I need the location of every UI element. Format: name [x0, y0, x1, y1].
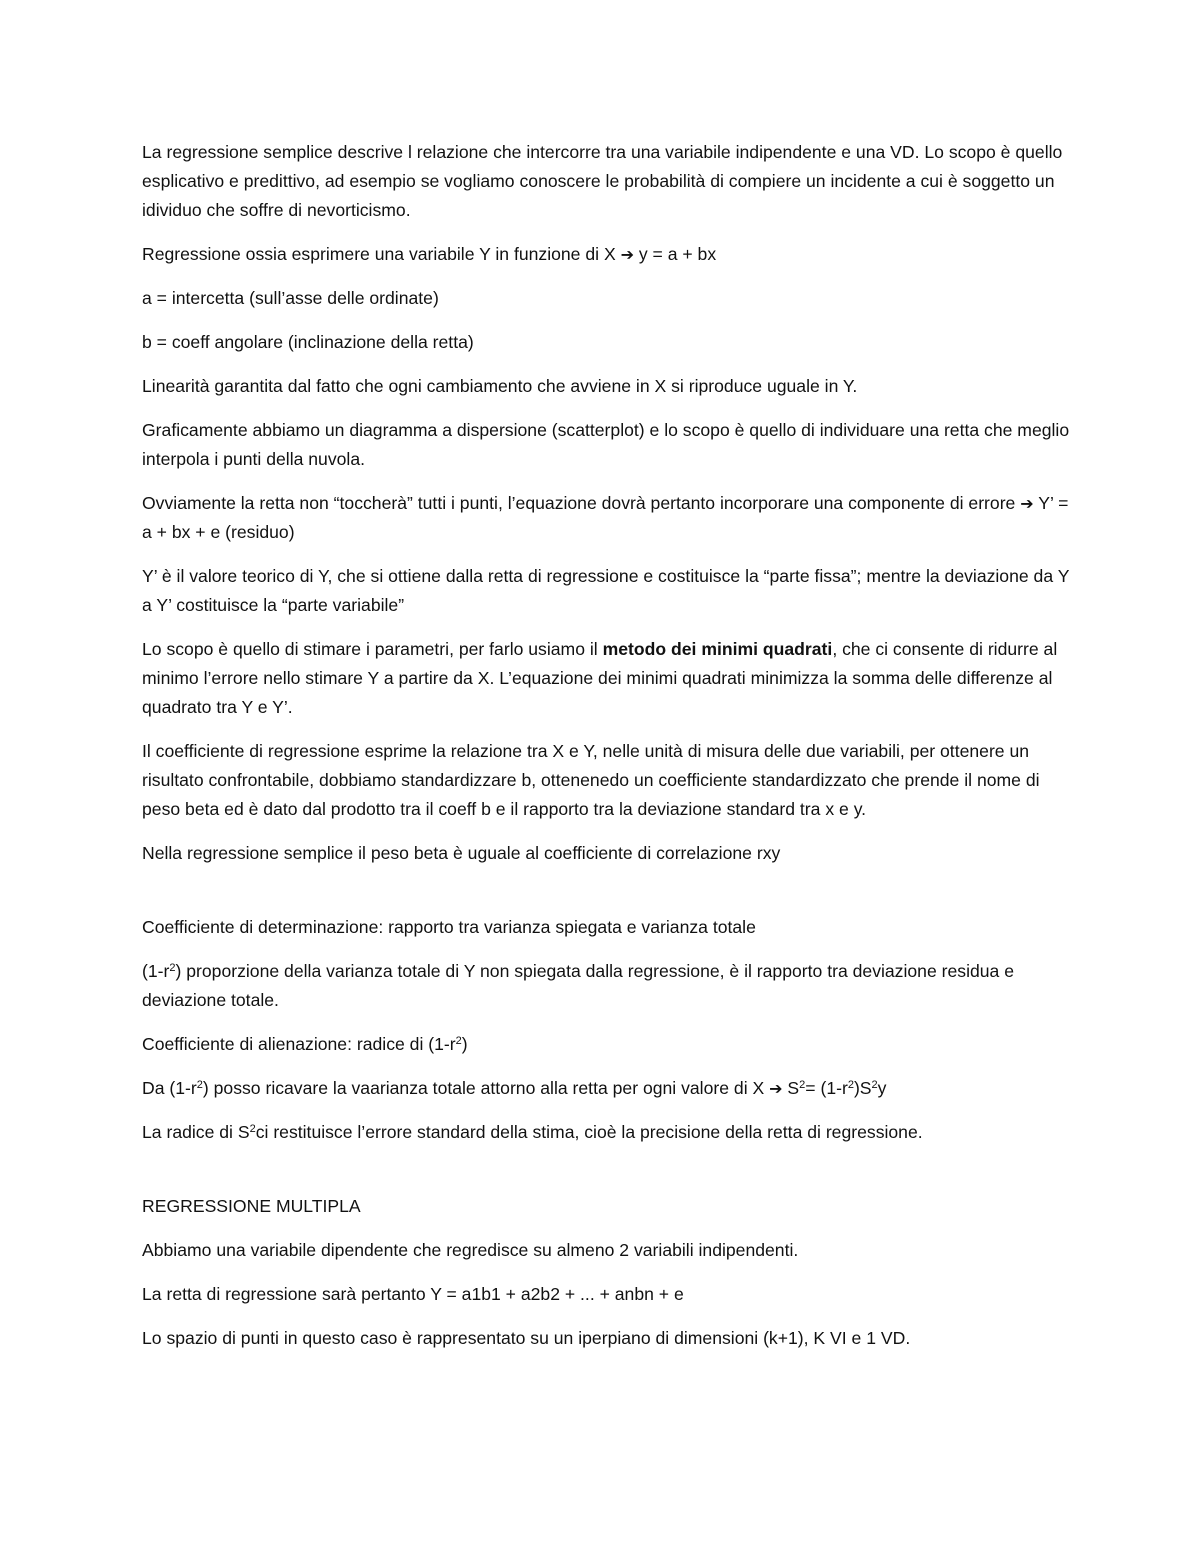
paragraph-standard-error: [142, 1118, 1072, 1147]
text-segment: S: [787, 1078, 800, 1098]
paragraph-determination-coefficient: Coefficiente di determinazione: rapporto tra varianza spiegata e varianza totale: [142, 917, 756, 937]
section-heading-multiple-regression: REGRESSIONE MULTIPLA: [142, 1196, 361, 1216]
superscript: 2: [249, 1123, 256, 1135]
paragraph-regression-coefficient: Il coefficiente di regressione esprime la relazione tra X e Y, nelle unità di misura delle due variabili, per ottenere un risultato confrontabile, dobbiamo standardizzare b, ottenenedo un coefficiente standardizzato che prende il nome di peso beta ed è dato dal prodotto tra il coeff b e il rapporto tra la deviazione standard tra x e y.: [142, 741, 1040, 819]
bold-term-least-squares: metodo dei minimi quadrati: [602, 639, 833, 659]
arrow-right-icon: ➔: [1020, 494, 1034, 513]
superscript: 2: [196, 1079, 203, 1091]
paragraph-scatterplot: Graficamente abbiamo un diagramma a dispersione (scatterplot) e lo scopo è quello di individuare una retta che meglio interpola i punti della nuvola.: [142, 420, 1070, 469]
text-segment: Regressione ossia esprimere una variabile Y in funzione di X: [142, 244, 616, 264]
superscript: 2: [871, 1079, 878, 1091]
paragraph-intercept: a = intercetta (sull’asse delle ordinate): [142, 288, 439, 308]
paragraph-unexplained-proportion: [142, 957, 1072, 1015]
text-segment: Da (1-r: [142, 1078, 197, 1098]
paragraph-linearity: Linearità garantita dal fatto che ogni cambiamento che avviene in X si riproduce uguale in Y.: [142, 376, 858, 396]
text-segment: ) proporzione della varianza totale di Y non spiegata dalla regressione, è il rapporto tra deviazione residua e deviazione totale.: [142, 961, 1015, 1010]
superscript: 2: [799, 1079, 806, 1091]
text-segment: ci restituisce l’errore standard della stima, cioè la precisione della retta di regressione.: [255, 1122, 923, 1142]
paragraph-total-variance: [142, 1074, 1072, 1103]
text-segment: )S: [853, 1078, 872, 1098]
paragraph-theoretical-value: Y’ è il valore teorico di Y, che si ottiene dalla retta di regressione e costituisce la “parte fissa”; mentre la deviazione da Y a Y’ costituisce la “parte variabile”: [142, 566, 1070, 615]
formula-simple-regression: y = a + bx: [638, 244, 717, 264]
text-segment: y: [877, 1078, 887, 1098]
formula-with-residual: Y’ = a + bx + e (residuo): [142, 493, 1069, 542]
paragraph-intro: La regressione semplice descrive l relazione che intercorre tra una variabile indipendente e una VD. Lo scopo è quello esplicativo e predittivo, ad esempio se vogliamo conoscere le probabilità di compiere un incidente a cui è soggetto un idividuo che soffre di nevorticismo.: [142, 142, 1063, 220]
text-segment: Lo scopo è quello di stimare i parametri, per farlo usiamo il: [142, 639, 598, 659]
paragraph-slope: b = coeff angolare (inclinazione della retta): [142, 332, 474, 352]
paragraph-error-component: [142, 489, 1072, 547]
paragraph-regression-definition: [142, 240, 1072, 269]
blank-line: [142, 1162, 1072, 1192]
blank-line: [142, 883, 1072, 913]
paragraph-alienation-coefficient: [142, 1030, 1072, 1059]
document-page: [142, 138, 1072, 1368]
paragraph-least-squares: [142, 635, 1072, 722]
text-segment: Ovviamente la retta non “toccherà” tutti i punti, l’equazione dovrà pertanto incorporare una componente di errore: [142, 493, 1016, 513]
paragraph-beta-weight: Nella regressione semplice il peso beta è uguale al coefficiente di correlazione rxy: [142, 843, 781, 863]
arrow-right-icon: ➔: [620, 245, 634, 264]
superscript: 2: [847, 1079, 854, 1091]
text-segment: , che ci consente di ridurre al minimo l’errore nello stimare Y a partire da X. L’equazione dei minimi quadrati minimizza la somma delle differenze al quadrato tra Y e Y’.: [142, 639, 1058, 717]
text-segment: (1-r: [142, 961, 170, 981]
text-segment: La radice di S: [142, 1122, 250, 1142]
text-segment: = (1-r: [805, 1078, 848, 1098]
paragraph-hyperplane: Lo spazio di punti in questo caso è rappresentato su un iperpiano di dimensioni (k+1), K VI e 1 VD.: [142, 1328, 911, 1348]
arrow-right-icon: ➔: [769, 1079, 783, 1098]
paragraph-multiple-formula: La retta di regressione sarà pertanto Y = a1b1 + a2b2 + ... + anbn + e: [142, 1284, 684, 1304]
text-segment: Coefficiente di alienazione: radice di (1-r: [142, 1034, 456, 1054]
paragraph-multiple-definition: Abbiamo una variabile dipendente che regredisce su almeno 2 variabili indipendenti.: [142, 1240, 799, 1260]
superscript: 2: [455, 1035, 462, 1047]
text-segment: ): [461, 1034, 468, 1054]
text-segment: ) posso ricavare la vaarianza totale attorno alla retta per ogni valore di X: [202, 1078, 765, 1098]
superscript: 2: [169, 962, 176, 974]
